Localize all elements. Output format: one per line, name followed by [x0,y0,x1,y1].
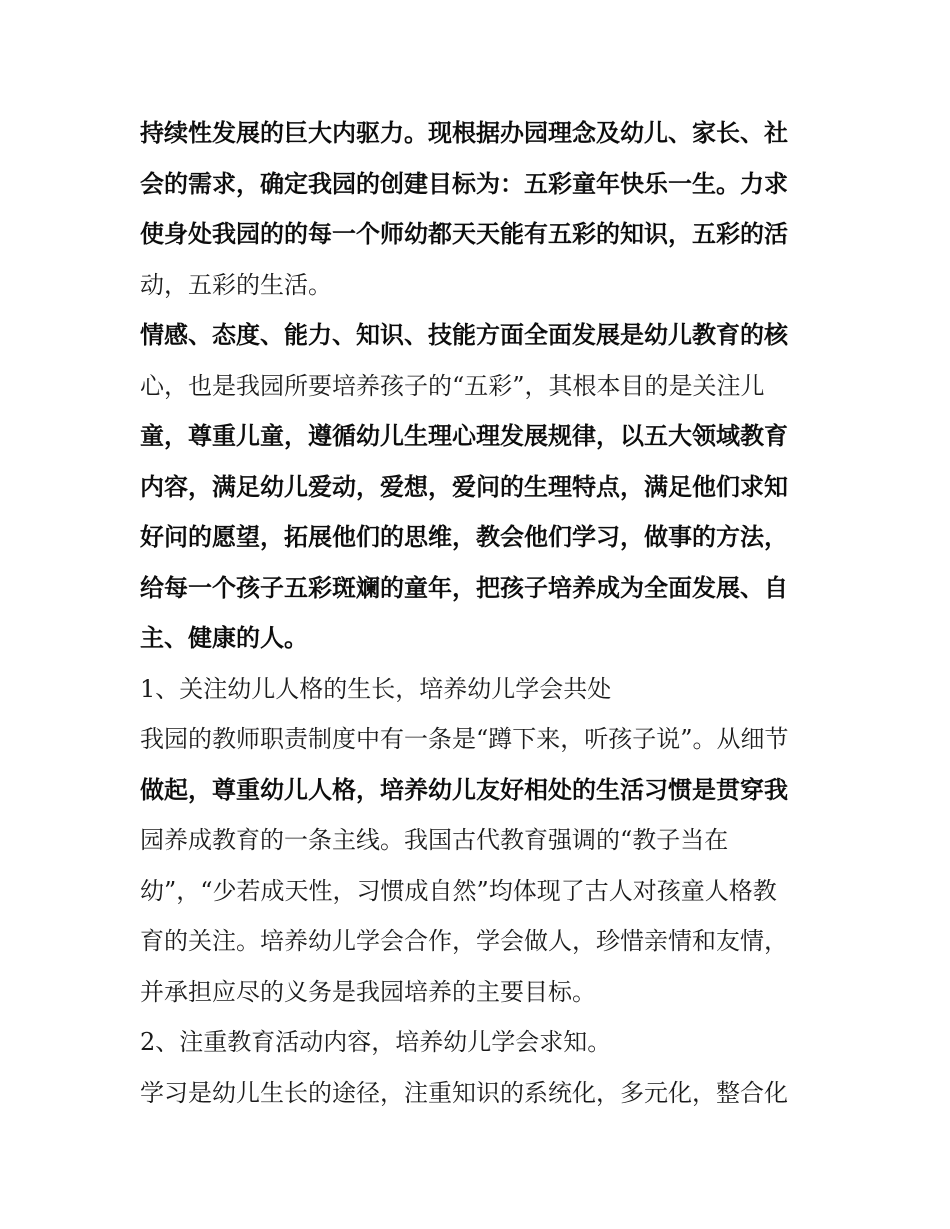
text-line-18: 并承担应尽的义务是我园培养的主要目标。 [140,977,596,1006]
text-line-5: 情感、态度、能力、知识、技能方面全面发展是幼儿教育的核 [140,321,788,349]
body-text [140,108,820,1118]
text-line-15: 园养成教育的一条主线。我国古代教育强调的“教子当在 [140,826,729,854]
section-heading-1: 1、关注幼儿人格的生长，培养幼儿学会共处 [140,674,612,703]
text-line-6: 心，也是我园所要培养孩子的“五彩”，其根本目的是关注儿 [140,371,765,400]
text-line-7: 童，尊重儿童，遵循幼儿生理心理发展规律，以五大领域教育 [140,422,788,450]
text-line-14: 做起，尊重幼儿人格，培养幼儿友好相处的生活习惯是贯穿我 [140,775,788,804]
text-line-1: 持续性发展的巨大内驱力。现根据办园理念及幼儿、家长、社 [140,119,788,147]
text-line-20: 学习是幼儿生长的途径，注重知识的系统化，多元化，整合化 [140,1078,788,1107]
text-line-4: 动，五彩的生活。 [140,270,332,299]
section-heading-2: 2、注重教育活动内容，培养幼儿学会求知。 [140,1028,612,1056]
text-line-10: 给每一个孩子五彩斑斓的童年，把孩子培养成为全面发展、自 [140,573,788,602]
text-line-3: 使身处我园的的每一个师幼都天天能有五彩的知识，五彩的活 [140,220,788,248]
text-line-2: 会的需求，确定我园的创建目标为：五彩童年快乐一生。力求 [140,169,788,198]
text-line-17: 育的关注。培养幼儿学会合作，学会做人，珍惜亲情和友情， [140,927,788,955]
text-line-11: 主、健康的人。 [140,624,308,652]
text-line-9: 好问的愿望，拓展他们的思维，教会他们学习，做事的方法， [140,523,788,551]
text-line-16: 幼”，“少若成天性，习惯成自然”均体现了古人对孩童人格教 [140,876,777,905]
text-line-13: 我园的教师职责制度中有一条是“蹲下来，听孩子说”。从细节 [140,725,789,753]
text-line-8: 内容，满足幼儿爱动，爱想，爱问的生理特点，满足他们求知 [140,472,788,501]
